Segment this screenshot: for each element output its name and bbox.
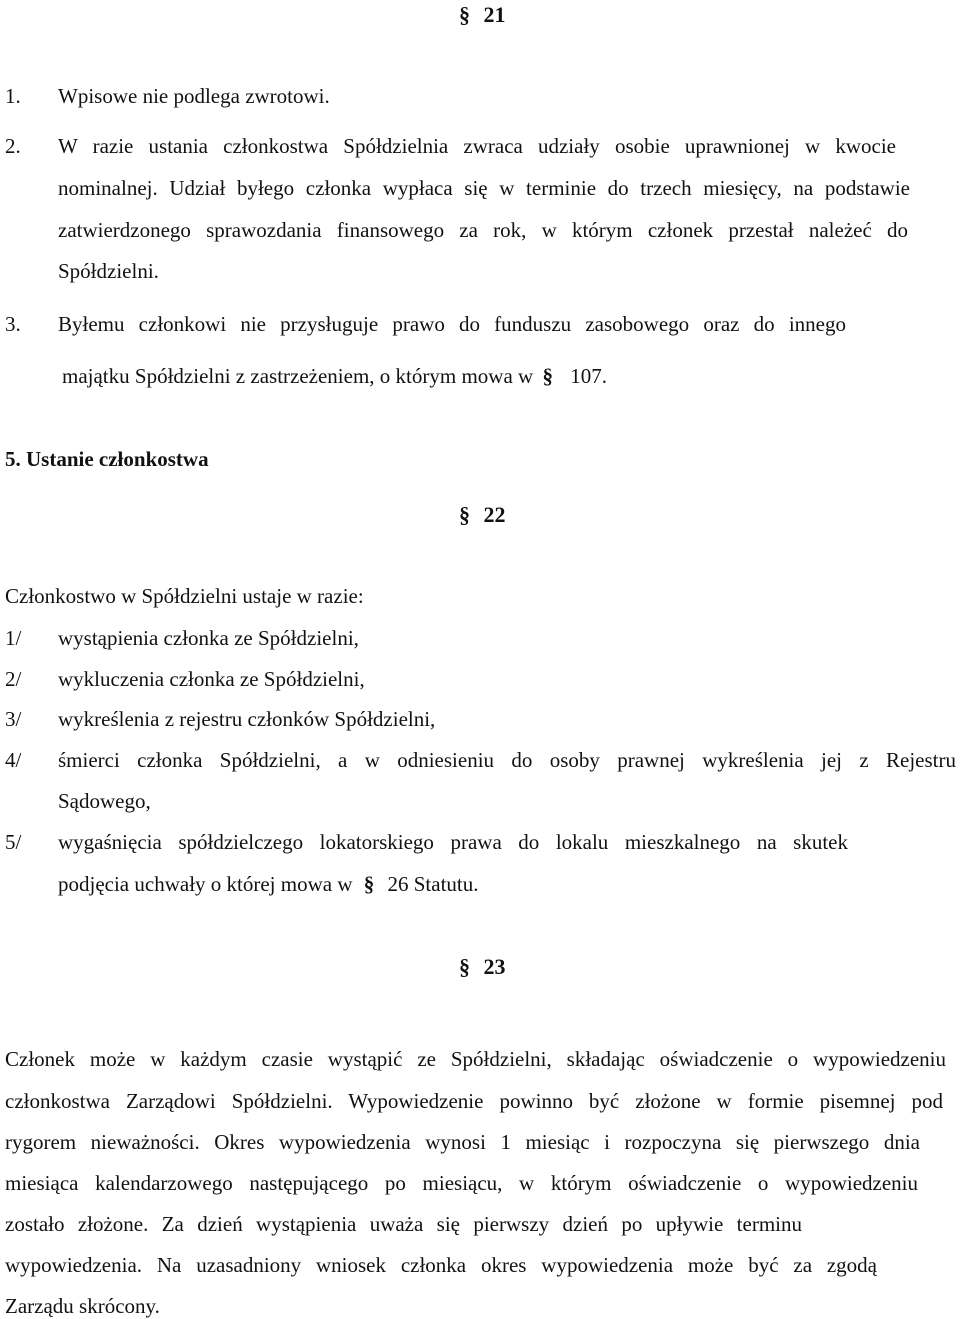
section-sign: §	[542, 364, 553, 388]
section-sign: §	[459, 502, 470, 527]
line-text: majątku Spółdzielni z zastrzeżeniem, o którym mowa w	[62, 364, 534, 388]
paragraph-line: zatwierdzonego sprawozdania finansowego za rok, w którym członek przestał należeć do	[58, 218, 908, 242]
list-item-text: wykreślenia z rejestru członków Spółdzielni,	[58, 707, 436, 731]
item-number: 1.	[5, 84, 21, 108]
paragraph-line: Członek może w każdym czasie wystąpić ze Spółdzielni, składając oświadczenie o wypowiedzeniu	[5, 1047, 946, 1071]
item-number: 2/	[5, 667, 22, 691]
list-item-text: wystąpienia członka ze Spółdzielni,	[58, 626, 359, 650]
paragraph-line: Spółdzielni.	[58, 259, 159, 283]
section-intro: Członkostwo w Spółdzielni ustaje w razie:	[5, 584, 364, 608]
list-item-text: śmierci członka Spółdzielni, a w odniesieniu do osoby prawnej wykreślenia jej z Rejestru	[58, 748, 956, 772]
paragraph-line: wypowiedzenia. Na uzasadniony wniosek członka okres wypowiedzenia może być za zgodą	[5, 1253, 877, 1277]
item-number: 2.	[5, 134, 21, 158]
paragraph-text: Wpisowe nie podlega zwrotowi.	[58, 84, 330, 108]
list-item-text	[58, 872, 479, 897]
item-number: 5/	[5, 830, 22, 854]
section-number: 21	[483, 2, 506, 27]
line-text: 107.	[570, 364, 607, 388]
item-number: 1/	[5, 626, 22, 650]
paragraph-line	[62, 364, 607, 389]
section-23-heading	[459, 954, 506, 980]
section-number: 22	[483, 502, 506, 527]
list-item-text: Sądowego,	[58, 789, 151, 813]
section-21-heading	[459, 2, 506, 28]
section-sign: §	[459, 2, 470, 27]
list-item-text: wykluczenia członka ze Spółdzielni,	[58, 667, 365, 691]
paragraph-line: zostało złożone. Za dzień wystąpienia uważa się pierwszy dzień po upływie terminu	[5, 1212, 802, 1236]
chapter-title: 5. Ustanie członkostwa	[5, 447, 209, 471]
paragraph-line: Zarządu skrócony.	[5, 1294, 160, 1318]
item-number: 4/	[5, 748, 22, 772]
section-sign: §	[459, 954, 470, 979]
paragraph-line: W razie ustania członkostwa Spółdzielnia zwraca udziały osobie uprawnionej w kwocie	[58, 134, 896, 158]
section-number: 23	[483, 954, 506, 979]
list-item-text: wygaśnięcia spółdzielczego lokatorskiego prawa do lokalu mieszkalnego na skutek	[58, 830, 848, 854]
paragraph-line: nominalnej. Udział byłego członka wypłaca się w terminie do trzech miesięcy, na podstawie	[58, 176, 910, 200]
item-number: 3.	[5, 312, 21, 336]
paragraph-line: rygorem nieważności. Okres wypowiedzenia wynosi 1 miesiąc i rozpoczyna się pierwszego dnia	[5, 1130, 920, 1154]
paragraph-line: Byłemu członkowi nie przysługuje prawo do funduszu zasobowego oraz do innego	[58, 312, 846, 336]
list-item	[5, 84, 21, 109]
line-text: podjęcia uchwały o której mowa w	[58, 872, 353, 896]
section-sign: §	[363, 872, 375, 896]
line-text: 26 Statutu.	[387, 872, 479, 896]
paragraph-line: miesiąca kalendarzowego następującego po miesiącu, w którym oświadczenie o wypowiedzeniu	[5, 1171, 918, 1195]
section-22-heading	[459, 502, 506, 528]
item-number: 3/	[5, 707, 22, 731]
paragraph-line: członkostwa Zarządowi Spółdzielni. Wypowiedzenie powinno być złożone w formie pisemnej pod	[5, 1089, 943, 1113]
